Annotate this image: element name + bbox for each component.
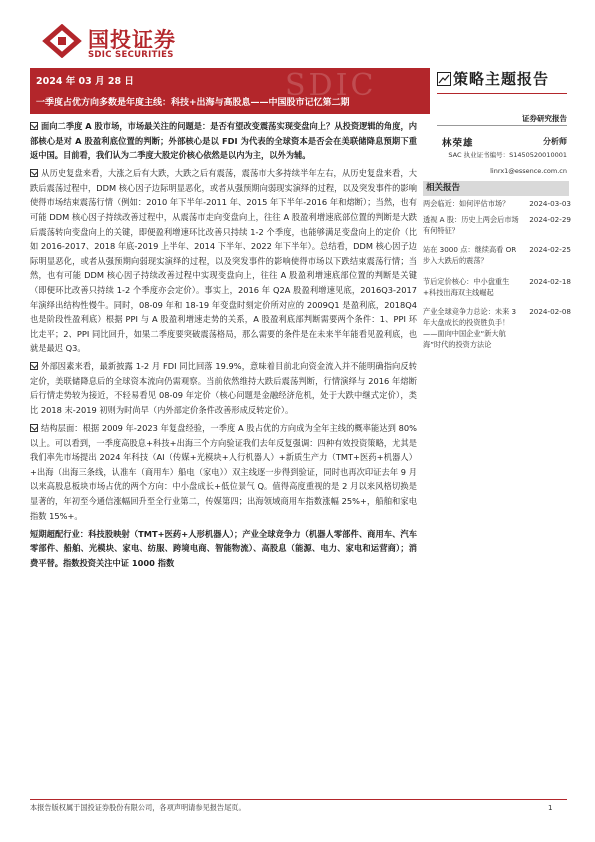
main-content xyxy=(30,119,417,574)
related-report-item[interactable] xyxy=(423,276,571,298)
related-report-date: 2024-02-18 xyxy=(529,277,571,286)
related-report-title: 节后定价核心：中小盘重生+科技出海双主线崛起 xyxy=(423,277,510,297)
checkbox-bullet-icon xyxy=(30,362,38,370)
report-date: 2024 年 03 月 28 日 xyxy=(36,76,134,87)
related-report-date: 2024-02-29 xyxy=(529,215,571,224)
related-report-item[interactable] xyxy=(423,244,571,266)
checkbox-bullet-icon xyxy=(30,122,38,130)
body-paragraph-text: 短期超配行业：科技股映射（TMT+医药+人形机器人）；产业全球竞争力（机器人零部件、商用车、汽车零部件、船舶、光模块、家电、纺服、跨境电商、智能物流）、高股息（能源、电力、家电和运营商）；消费平替。指数投资关注中证 1000 指数 xyxy=(30,528,417,568)
analyst-cert: SAC 执业证书编号：S1450520010001 xyxy=(448,151,567,159)
report-type-label: 策略主题报告 xyxy=(453,70,550,88)
logo-mark-icon xyxy=(42,24,82,58)
summary-paragraph xyxy=(30,119,417,163)
analyst-name: 林荣雄 xyxy=(442,138,474,149)
analyst-email[interactable]: linrx1@essence.com.cn xyxy=(490,167,567,175)
related-report-item[interactable] xyxy=(423,306,571,350)
report-subtype: 证券研究报告 xyxy=(522,114,567,123)
body-paragraph xyxy=(30,527,417,571)
related-report-date: 2024-02-08 xyxy=(529,307,571,316)
checkbox-bullet-icon xyxy=(30,424,38,432)
related-report-item[interactable] xyxy=(423,198,571,209)
summary-paragraph-text: 面向二季度 A 股市场，市场最关注的问题是：是否有望改变震荡实现变盘向上？从投资逻辑的角度，内部核心是对 A 股盈利底位置的判断；外部核心是以 FDI 为代表的全球资本是否会在美联储降息预期下重返中国。目前看，我们认为二季度大股定价核心依然是以内为主，以外为辅。 xyxy=(30,121,417,161)
banner-watermark: SDIC xyxy=(285,68,377,103)
related-report-title: 透视 A 股：历史上两会后市场有何特征？ xyxy=(423,215,519,235)
subtype-divider xyxy=(437,125,567,126)
related-report-title: 产业全球竞争力总论：未来 3 年大盘成长的投资胜负手！——面向中国企业“新大航海”时代的投资方法论 xyxy=(423,307,517,349)
logo-name-en: SDIC SECURITIES xyxy=(88,50,174,60)
body-paragraph-text: 结构层面：根据 2009 年-2023 年复盘经验，一季度 A 股占优的方向成为全年主线的概率能达到 80%以上。可以看到，一季度高股息+科技+出海三个方向验证我们去年反复强调：四种有效投资策略，尤其是我们率先市场提出 2024 年科技（AI（传媒+光模块+人行机器人）+新质生产力（TMT+医药+机器人）+出海（出海三条线，认准车（商用车）船电（家电））双主线逐一步得到验证，同时也再次印证去年 9 月以来高股息板块市场占优的两个方向：中小盘成长+低位景气 Q。值得高度重视的是 2 月以来风格切换是显著的，年初至今通信涨幅回升至全行业第二，传媒第四；出海领域商用车指数涨幅 25%+，船舶和家电指数 15%+。 xyxy=(30,423,417,521)
body-paragraph-text: 外部因素来看，最新披露 1-2 月 FDI 同比回落 19.9%，意味着目前北向资金流入并不能明确指向反转定价，美联储降息后的全球资本流向仍需观察。当前依然维持大跌后震荡判断，行情演绎与 2016 年熔断后行情走势较为接近，不轻易看见 08-09 年定价（核心问题是金融经济危机，处于大跌中继式定价），类比 2018 末-2019 初则为时尚早（内外部定价条件改善形成反转定价）。 xyxy=(30,361,417,416)
body-paragraph-text: 从历史复盘来看，大涨之后有大跌，大跌之后有震荡，震荡市大多持续半年左右，从历史复盘来看，大跌后震荡过程中，DDM 核心因子边际明显恶化，或者从强预期向弱现实演绎的过程，以及突发事件的影响使得市场结束震荡行情（例如：2010 年下半年-2011 年、2015 年下半年-2016 年和熔断）；当然，也有可能 DDM 核心因子持续改善过程中，从震荡市走向变盘向上，往往 A 股盈利增速底部位置的判断是大跌后震荡转向变盘向上的关键，即便盈利增速环比改善只持续 1-2 个季度，也能够满足变盘向上的定价（比如 2016-2017、2018 年底-2019 上半年、2014 下半年、2022 年下半年）。总结看，DDM 核心因子边际明显恶化，或者从强预期向弱现实演绎的过程，以及突发事件的影响使得市场以下跌结束震荡行情；当然，也有可能 DDM 核心因子持续改善过程中实现变盘向上，往往 A 股盈利增速底部位置的判断是关键（即便环比改善只持续 1-2 个季度亦会定价）。事实上，2016 年 Q2A 股盈利增速见底，2016Q3-2017 年演绎出结构性慢牛。同时，08-09 年和 18-19 年变盘时刻定价所对应的 2009Q1 是盈利底，2018Q4 也是阶段性盈利底）根据 PPI 与 A 股盈利增速走势的关系，A 股盈利底部判断需要两个条件：1、PPI 环比走平；2、PPI 同比回升，如果二季度要突破震荡格局，那么需要的条件是在未来半年能看见盈利底，也就是最迟 Q3。 xyxy=(30,168,417,354)
report-type-divider xyxy=(437,93,567,94)
related-report-date: 2024-02-25 xyxy=(529,245,571,254)
related-report-item[interactable] xyxy=(423,214,571,236)
report-title: 一季度占优方向多数是年度主线：科技+出海与高股息——中国股市记忆第二期 xyxy=(36,98,350,108)
header-banner xyxy=(30,68,430,114)
checkbox-bullet-icon xyxy=(30,169,38,177)
analyst-role: 分析师 xyxy=(543,137,567,146)
logo-name-cn: 国投证券 xyxy=(88,28,176,52)
company-logo xyxy=(42,22,202,62)
body-paragraph xyxy=(30,421,417,523)
body-paragraph xyxy=(30,166,417,356)
footer-divider xyxy=(30,799,567,800)
related-report-date: 2024-03-03 xyxy=(529,199,571,208)
footer-disclaimer: 本报告版权属于国投证券股份有限公司，各项声明请参见报告尾页。 xyxy=(30,803,246,812)
page-number: 1 xyxy=(548,803,553,812)
body-paragraph xyxy=(30,359,417,417)
report-type-block xyxy=(437,68,567,90)
related-report-title: 站在 3000 点：继续高看 OR 步入大跌后的震荡？ xyxy=(423,245,517,265)
related-reports-title: 相关报告 xyxy=(423,181,569,196)
report-type-icon xyxy=(437,72,451,86)
related-report-title: 两会临近：如何评估市场？ xyxy=(423,199,510,208)
